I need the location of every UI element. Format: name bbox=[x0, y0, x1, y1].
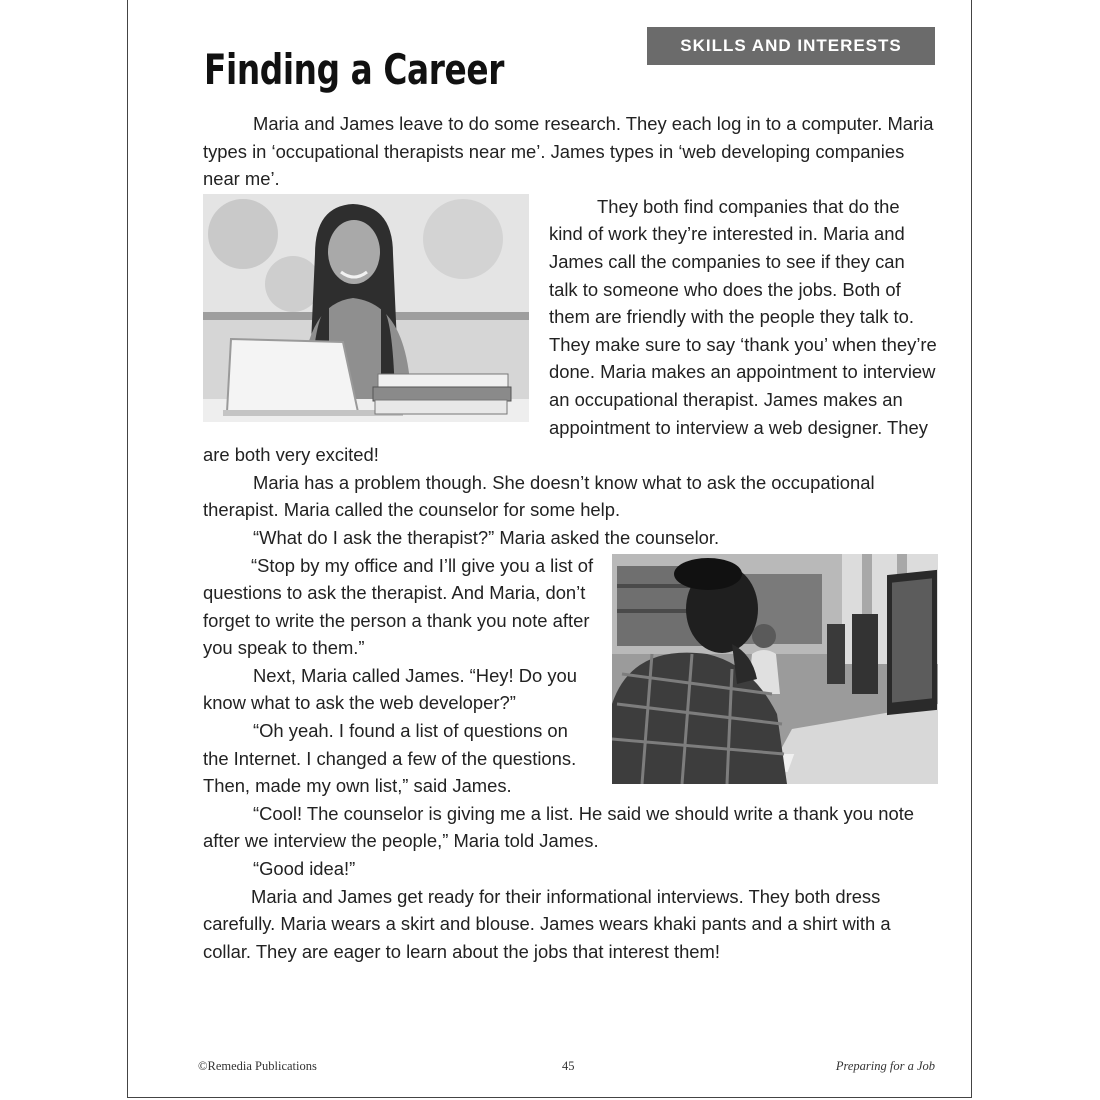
story-body bbox=[203, 110, 938, 965]
section-badge: SKILLS AND INTERESTS bbox=[647, 27, 935, 65]
footer-book-title: Preparing for a Job bbox=[835, 1059, 935, 1073]
woman-laptop-photo bbox=[203, 194, 529, 422]
footer-publisher: ©Remedia Publications bbox=[198, 1059, 317, 1073]
story-paragraph: “Good idea!” bbox=[253, 858, 356, 880]
story-paragraph: They both find companies that do the kind of work they’re interested in. Maria and James call the companies to see if they can talk to someone who does the jobs. Both of them are friendly with the people they talk to. They make sure to say ‘thank you’ when they’re done. Maria makes an appointment to interview an occupational therapist. James makes an appointment to interview a web designer. They are both very excited! bbox=[203, 195, 937, 466]
story-paragraph: “Stop by my office and I’ll give you a list of questions to ask the therapist. And Maria, don’t forget to write the person a thank you note after you speak to them.” bbox=[203, 554, 594, 659]
man-computer-lab-photo bbox=[612, 554, 938, 784]
story-paragraph: “What do I ask the therapist?” Maria asked the counselor. bbox=[253, 526, 720, 548]
story-paragraph: Maria has a problem though. She doesn’t know what to ask the occupational therapist. Maria called the counselor for some help. bbox=[203, 471, 875, 521]
page-number: 45 bbox=[562, 1059, 575, 1073]
page-title: Finding a Career bbox=[204, 45, 504, 94]
story-paragraph: Next, Maria called James. “Hey! Do you know what to ask the web developer?” bbox=[203, 664, 577, 714]
story-paragraph: “Cool! The counselor is giving me a list. He said we should write a thank you note after we interview the people,” Maria told James. bbox=[203, 802, 915, 852]
story-paragraph: Maria and James get ready for their informational interviews. They both dress carefully. Maria wears a skirt and blouse. James wears khaki pants and a shirt with a collar. They are eager to learn about the jobs that interest them! bbox=[203, 885, 891, 962]
story-paragraph: “Oh yeah. I found a list of questions on the Internet. I changed a few of the questions. Then, made my own list,” said James. bbox=[203, 720, 577, 797]
story-paragraph: Maria and James leave to do some research. They each log in to a computer. Maria types in ‘occupational therapists near me’. James types in ‘web developing companies near me’. bbox=[203, 113, 934, 190]
